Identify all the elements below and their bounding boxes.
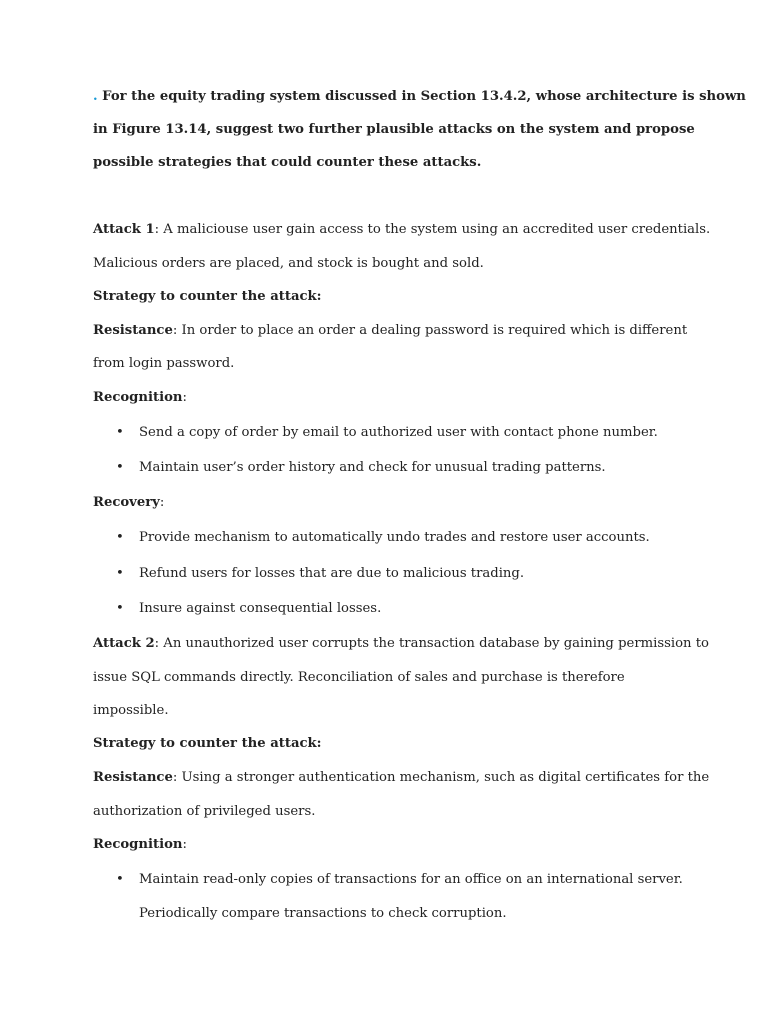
attack2-line-1: Attack 2: An unauthorized user corrupts the transaction database by gaining permission to (93, 636, 709, 651)
attack2-resistance-line-2: authorization of privileged users. (93, 804, 316, 819)
attack1-line-2: Malicious orders are placed, and stock is bought and sold. (93, 256, 484, 271)
list-item: Refund users for losses that are due to malicious trading. (139, 566, 525, 581)
bullet-icon: • (116, 566, 124, 581)
list-item: Insure against consequential losses. (139, 601, 382, 616)
attack2-strategy-heading: Strategy to counter the attack: (93, 736, 322, 751)
bullet-icon: • (116, 601, 124, 616)
attack2-recognition-heading: Recognition: (93, 837, 187, 852)
list-item: Provide mechanism to automatically undo trades and restore user accounts. (139, 530, 650, 545)
attack2-line-3: impossible. (93, 703, 169, 718)
bullet-icon: • (116, 872, 124, 887)
attack1-resistance-line-1: Resistance: In order to place an order a dealing password is required which is different (93, 323, 688, 338)
list-item: Maintain read-only copies of transactions for an office on an international server. (139, 872, 683, 887)
list-item: Send a copy of order by email to authorized user with contact phone number. (139, 425, 658, 440)
attack2-line-2: issue SQL commands directly. Reconciliation of sales and purchase is therefore (93, 670, 625, 685)
bullet-icon: • (116, 460, 124, 475)
attack1-line-1: Attack 1: A maliciouse user gain access to the system using an accredited user credentials. (93, 222, 711, 237)
attack1-resistance-label: Resistance (93, 323, 173, 338)
attack1-recovery-heading: Recovery: (93, 495, 165, 510)
question-line-2: in Figure 13.14, suggest two further plausible attacks on the system and propose (93, 122, 695, 137)
attack1-recognition-heading: Recognition: (93, 390, 187, 405)
attack2-resistance-line-1: Resistance: Using a stronger authentication mechanism, such as digital certificates for the (93, 770, 710, 785)
attack2-title: Attack 2 (93, 636, 155, 651)
question-line-3: possible strategies that could counter these attacks. (93, 155, 482, 170)
bullet-icon: • (116, 425, 124, 440)
list-item: Maintain user’s order history and check for unusual trading patterns. (139, 460, 606, 475)
attack2-resistance-label: Resistance (93, 770, 173, 785)
list-item-continuation: Periodically compare transactions to check corruption. (139, 906, 507, 921)
question-line-1: . For the equity trading system discussed in Section 13.4.2, whose architecture is shown (93, 89, 746, 104)
attack1-resistance-line-2: from login password. (93, 356, 235, 371)
attack1-title: Attack 1 (93, 222, 155, 237)
bullet-icon: • (116, 530, 124, 545)
attack1-strategy-heading: Strategy to counter the attack: (93, 289, 322, 304)
question-marker: . (93, 89, 98, 104)
